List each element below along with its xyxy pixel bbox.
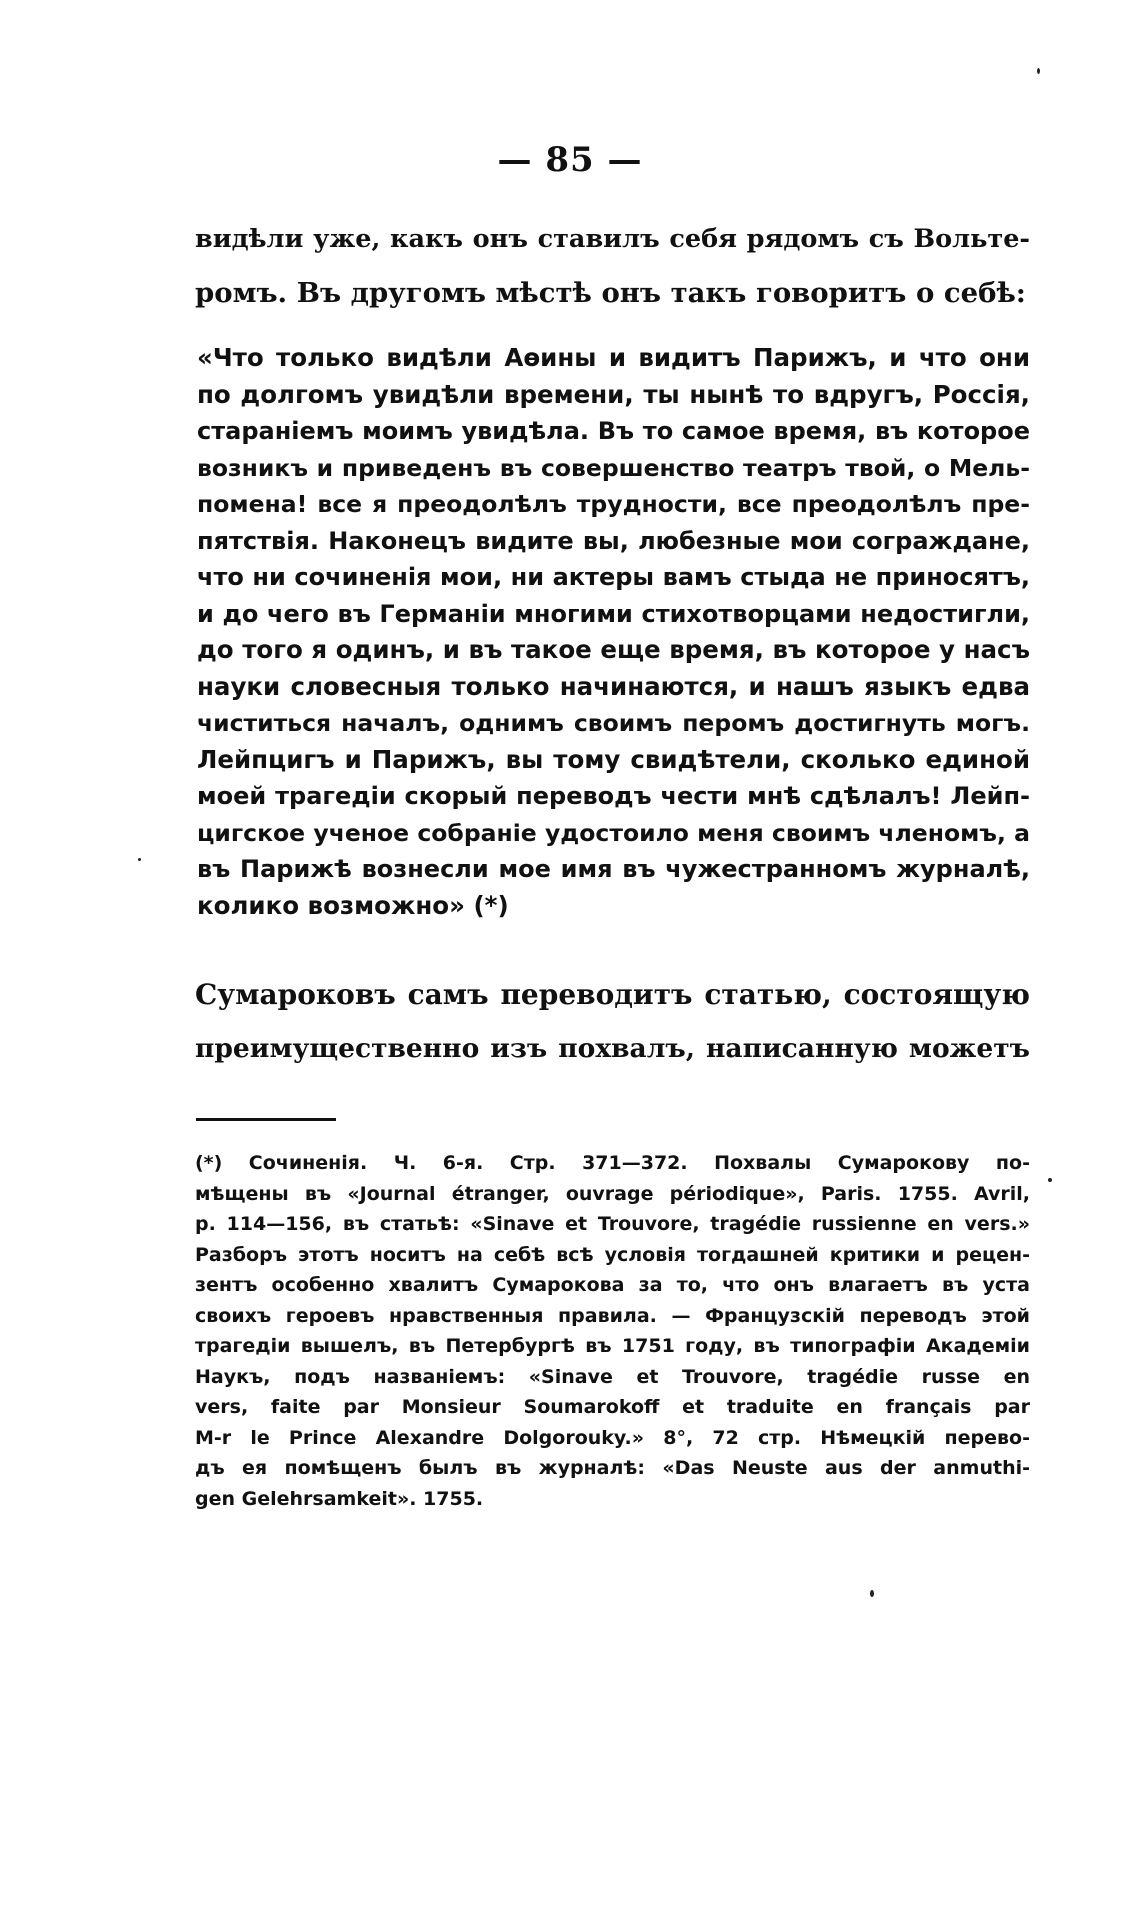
footnote-line: Наукъ, подъ названіемъ: «Sinave et Trouvore, tragédie russe en bbox=[195, 1365, 1030, 1388]
quote-line: до того я одинъ, и въ такое еще время, въ которое у насъ bbox=[197, 635, 1030, 664]
scan-speck bbox=[1037, 68, 1040, 74]
text-line: преимущественно изъ похвалъ, написанную можетъ bbox=[195, 1033, 1030, 1064]
quote-line: колико возможно» (*) bbox=[197, 890, 509, 920]
footnote-line: (*) Сочиненія. Ч. 6-я. Стр. 371—372. Похвалы Сумарокову по- bbox=[195, 1152, 1030, 1174]
footnote-line: трагедіи вышелъ, въ Петербургѣ въ 1751 году, въ типографіи Академіи bbox=[195, 1335, 1030, 1357]
page-number: — 85 — bbox=[497, 140, 643, 180]
footnote-line: p. 114—156, въ статьѣ: «Sinave et Trouvore, tragédie russienne en vers.» bbox=[195, 1213, 1030, 1235]
quote-line: по долгомъ увидѣли времени, ты нынѣ то вдругъ, Россія, bbox=[197, 379, 1030, 409]
footnote-line: зентъ особенно хвалитъ Сумарокова за то, что онъ влагаетъ въ уста bbox=[195, 1274, 1030, 1296]
quote-line: цигское ученое собраніе удостоило меня своимъ членомъ, а bbox=[197, 818, 1030, 847]
footnote-line: своихъ героевъ нравственныя правила. — Французскій переводъ этой bbox=[195, 1304, 1030, 1327]
quote-line: помена! все я преодолѣлъ трудности, все преодолѣлъ пре- bbox=[197, 490, 1030, 518]
footnote-line: Разборъ этотъ носитъ на себѣ всѣ условія тогдашней критики и рецен- bbox=[195, 1243, 1030, 1266]
quote-line: что ни сочиненія мои, ни актеры вамъ стыда не приносятъ, bbox=[197, 563, 1030, 591]
quote-line: моей трагедіи скорый переводъ чести мнѣ сдѣлалъ! Лейп- bbox=[197, 782, 1030, 810]
footnote bbox=[195, 1148, 1030, 1514]
text-line: ромъ. Въ другомъ мѣстѣ онъ такъ говоритъ о себѣ: bbox=[195, 277, 1026, 309]
quote-line: въ Парижѣ вознесли мое имя въ чужестранномъ журналѣ, bbox=[197, 855, 1030, 883]
text-line: Сумароковъ самъ переводитъ статью, состоящую bbox=[195, 978, 1030, 1011]
footnote-line: vers, faite par Monsieur Soumarokoff et traduite en français par bbox=[195, 1396, 1030, 1418]
footnote-line: дъ ея помѣщенъ былъ въ журналѣ: «Das Neuste aus der anmuthi- bbox=[195, 1457, 1030, 1479]
block-quote bbox=[195, 340, 1030, 924]
quote-line: пятствія. Наконецъ видите вы, любезные мои сограждане, bbox=[197, 526, 1030, 555]
text-line: видѣли уже, какъ онъ ставилъ себя рядомъ съ Вольте- bbox=[195, 224, 1030, 254]
scan-speck bbox=[138, 858, 141, 861]
quote-line: возникъ и приведенъ въ совершенство театръ твой, о Мель- bbox=[197, 453, 1030, 482]
quote-line: «Что только видѣли Аѳины и видитъ Парижъ, и что они bbox=[197, 343, 1030, 372]
scan-speck bbox=[870, 1590, 874, 1597]
quote-line: стараніемъ моимъ увидѣла. Въ то самое время, въ которое bbox=[197, 417, 1030, 445]
scan-speck bbox=[1048, 1178, 1052, 1182]
quote-line: и до чего въ Германіи многими стихотворцами недостигли, bbox=[197, 599, 1030, 628]
footnote-line: gen Gelehrsamkeit». 1755. bbox=[195, 1487, 484, 1510]
intro-paragraph bbox=[195, 212, 1030, 320]
footnote-line: мѣщены въ «Journal étranger, ouvrage périodique», Paris. 1755. Avril, bbox=[195, 1182, 1030, 1205]
footnote-line: M-r le Prince Alexandre Dolgorouky.» 8°, 72 стр. Нѣмецкій перево- bbox=[195, 1426, 1030, 1449]
quote-line: чиститься началъ, однимъ своимъ перомъ достигнуть могъ. bbox=[197, 709, 1030, 737]
quote-line: науки словесныя только начинаются, и нашъ языкъ едва bbox=[197, 671, 1030, 701]
footnote-divider bbox=[196, 1118, 336, 1121]
quote-line: Лейпцигъ и Парижъ, вы тому свидѣтели, сколько единой bbox=[197, 744, 1030, 774]
continuation-paragraph bbox=[195, 968, 1030, 1076]
